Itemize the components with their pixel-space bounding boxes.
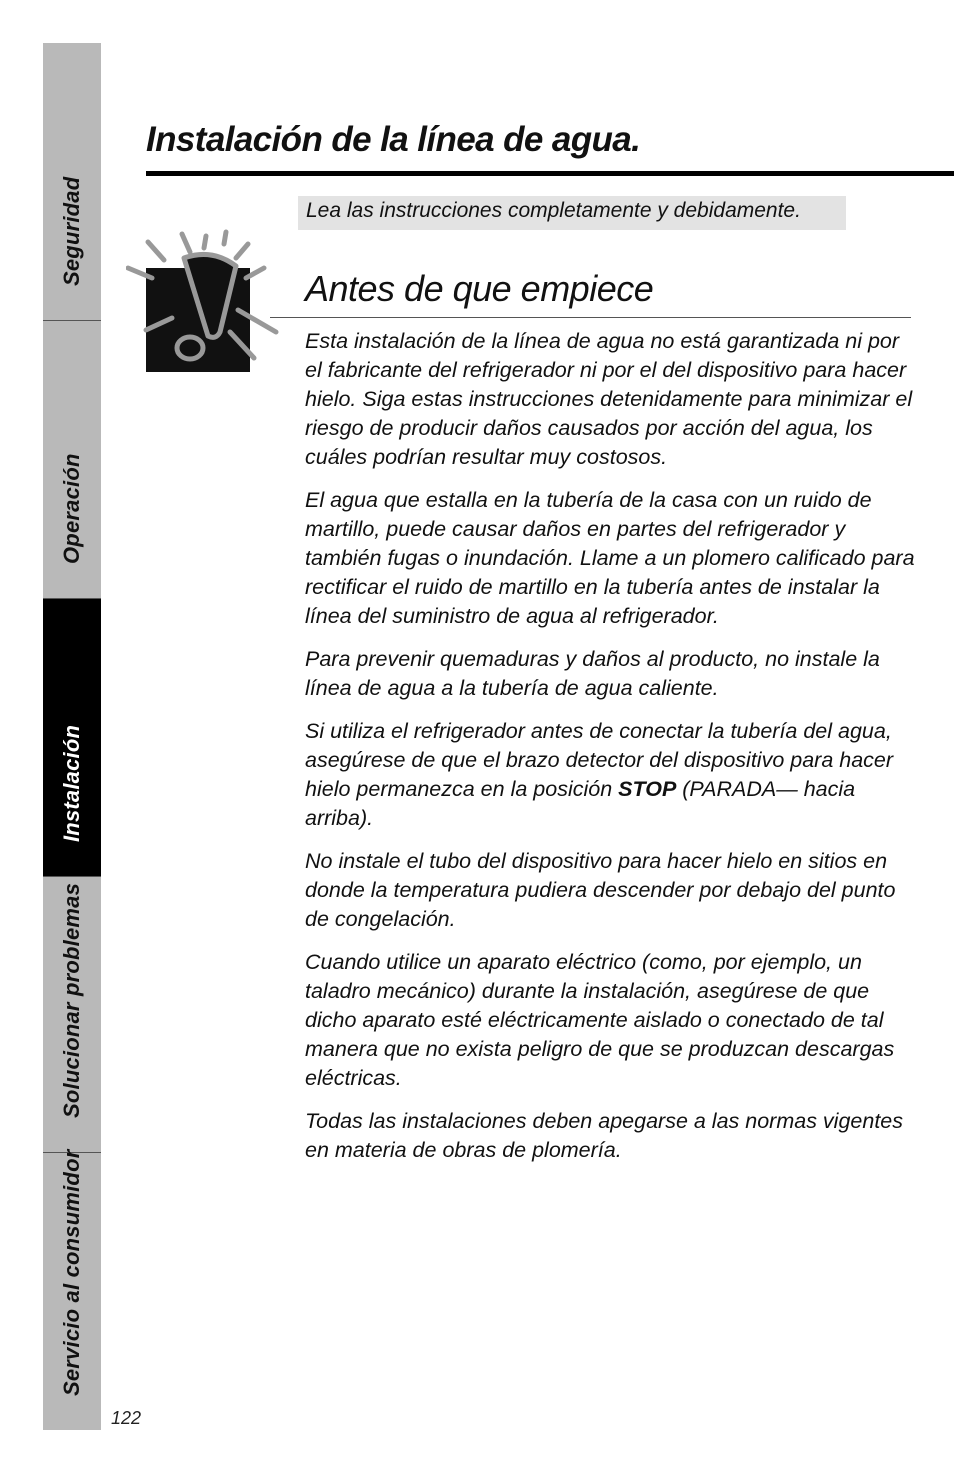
paragraph-freezing: No instale el tubo del dispositivo para hacer hielo en sitios en donde la temperatura pudiera descender por debajo del punto de congelación.	[305, 849, 896, 931]
tab-label: Seguridad	[59, 176, 84, 286]
instructions-body	[305, 327, 915, 1179]
page-number: 122	[111, 1408, 142, 1428]
tab-operacion[interactable]	[43, 321, 101, 599]
tab-instalacion[interactable]	[43, 599, 101, 877]
read-instructions-note: Lea las instrucciones completamente y debidamente.	[298, 196, 846, 230]
paragraph-text: Si utiliza el refrigerador antes de conectar la tubería del agua, asegúrese de que el brazo detector del dispositivo para hacer hielo permanezca en la posición	[305, 719, 894, 801]
section-divider	[270, 317, 911, 318]
tab-label: Solucionar problemas	[59, 882, 84, 1118]
page-title: Instalación de la línea de agua.	[146, 120, 641, 159]
tab-solucionar-problemas[interactable]	[43, 877, 101, 1153]
tab-label: Operación	[59, 453, 84, 564]
section-tabs-sidebar	[43, 43, 101, 1430]
tab-label: Servicio al consumidor	[59, 1149, 84, 1396]
tab-label: Instalación	[59, 724, 84, 842]
paragraph-warranty: Esta instalación de la línea de agua no está garantizada ni por el fabricante del refrigerador ni por el del dispositivo para hacer hielo. Siga estas instrucciones detenidamente para minimizar el riesgo de producir daños causados por acción del agua, los cuáles podrían resultar muy costosos.	[305, 329, 913, 469]
title-rule	[146, 171, 954, 176]
section-heading: Antes de que empiece	[305, 268, 654, 309]
paragraph-water-hammer: El agua que estalla en la tubería de la casa con un ruido de martillo, puede causar daños en partes del refrigerador y también fugas o inundación. Llame a un plomero calificado para rectificar el ruido de martillo en la tubería antes de instalar la línea del suministro de agua al refrigerador.	[305, 488, 915, 628]
tab-servicio-al-consumidor[interactable]	[43, 1149, 101, 1430]
paragraph-text: (PARADA— hacia arriba).	[305, 777, 856, 830]
tab-seguridad[interactable]	[43, 43, 101, 321]
exclamation-warning-icon	[126, 228, 286, 378]
stop-emphasis: STOP	[618, 777, 677, 801]
paragraph-electrical: Cuando utilice un aparato eléctrico (como, por ejemplo, un taladro mecánico) durante la instalación, asegúrese de que dicho aparato esté eléctricamente aislado o conectado de tal manera que no exista peligro de que se produzcan descargas eléctricas.	[305, 950, 895, 1090]
paragraph-plumbing-codes: Todas las instalaciones deben apegarse a las normas vigentes en materia de obras de plomería.	[305, 1109, 904, 1162]
paragraph-stop-position	[305, 717, 915, 833]
paragraph-hot-water: Para prevenir quemaduras y daños al producto, no instale la línea de agua a la tubería de agua caliente.	[305, 647, 880, 700]
